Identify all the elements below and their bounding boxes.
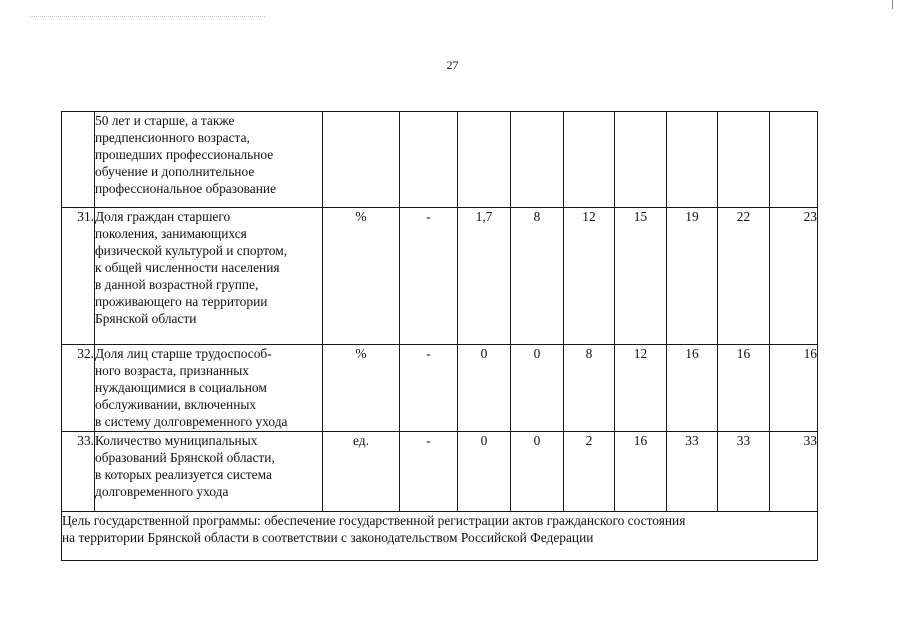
row-number: 33. bbox=[62, 432, 95, 512]
text-line: ного возраста, признанных bbox=[95, 363, 249, 378]
value-cell: 16 bbox=[718, 345, 770, 432]
scan-edge-mark bbox=[892, 0, 893, 9]
text-line: образований Брянской области, bbox=[95, 450, 275, 465]
text-line: физической культурой и спортом, bbox=[95, 243, 288, 258]
value-cell: 0 bbox=[458, 345, 511, 432]
text-line: долговременного ухода bbox=[95, 484, 229, 499]
indicator-text-cell bbox=[95, 112, 323, 208]
table-row-continuation bbox=[62, 112, 818, 208]
indicator-text-cell bbox=[95, 208, 323, 345]
goal-text-line: на территории Брянской области в соответствии с законодательством Российской Федерации bbox=[62, 530, 594, 545]
value-cell: 22 bbox=[718, 208, 770, 345]
value-cell: 16 bbox=[615, 432, 667, 512]
value-cell: 8 bbox=[564, 345, 615, 432]
text-line: проживающего на территории bbox=[95, 294, 268, 309]
value-cell: - bbox=[400, 432, 458, 512]
goal-text-line: Цель государственной программы: обеспечение государственной регистрации актов гражданского состояния bbox=[62, 513, 686, 528]
table-row bbox=[62, 208, 818, 345]
indicator-text-cell bbox=[95, 432, 323, 512]
value-cell bbox=[718, 112, 770, 208]
value-cell: 8 bbox=[511, 208, 564, 345]
text-line: поколения, занимающихся bbox=[95, 226, 247, 241]
table-row bbox=[62, 432, 818, 512]
value-cell: 33 bbox=[718, 432, 770, 512]
text-line: Доля лиц старше трудоспособ- bbox=[95, 346, 272, 361]
value-cell bbox=[667, 112, 718, 208]
table-row bbox=[62, 345, 818, 432]
value-cell bbox=[458, 112, 511, 208]
row-number: 31. bbox=[62, 208, 95, 345]
value-cell: 0 bbox=[511, 432, 564, 512]
unit-cell: ед. bbox=[323, 432, 400, 512]
value-cell bbox=[400, 112, 458, 208]
value-cell bbox=[770, 112, 818, 208]
unit-cell: % bbox=[323, 345, 400, 432]
indicator-text-cell bbox=[95, 345, 323, 432]
value-cell: 16 bbox=[667, 345, 718, 432]
text-line: в которых реализуется система bbox=[95, 467, 272, 482]
value-cell bbox=[511, 112, 564, 208]
value-cell bbox=[615, 112, 667, 208]
text-line: обслуживании, включенных bbox=[95, 397, 257, 412]
text-line: Доля граждан старшего bbox=[95, 209, 231, 224]
text-line: обучение и дополнительное bbox=[95, 164, 255, 179]
text-line: Количество муниципальных bbox=[95, 433, 258, 448]
value-cell: 16 bbox=[770, 345, 818, 432]
value-cell: 15 bbox=[615, 208, 667, 345]
text-line: Брянской области bbox=[95, 311, 197, 326]
num-cell-empty bbox=[62, 112, 95, 208]
value-cell: - bbox=[400, 208, 458, 345]
goal-row bbox=[62, 512, 818, 561]
value-cell: 23 bbox=[770, 208, 818, 345]
value-cell: 19 bbox=[667, 208, 718, 345]
value-cell: 12 bbox=[615, 345, 667, 432]
text-line: в систему долговременного ухода bbox=[95, 414, 288, 429]
value-cell: 12 bbox=[564, 208, 615, 345]
program-goal-cell bbox=[62, 512, 818, 561]
row-number: 32. bbox=[62, 345, 95, 432]
page-number: 27 bbox=[446, 58, 459, 72]
value-cell: 0 bbox=[458, 432, 511, 512]
text-line: к общей численности населения bbox=[95, 260, 280, 275]
text-line: предпенсионного возраста, bbox=[95, 130, 250, 145]
indicators-table bbox=[61, 111, 818, 561]
value-cell: 33 bbox=[667, 432, 718, 512]
text-line: нуждающимися в социальном bbox=[95, 380, 267, 395]
value-cell: 1,7 bbox=[458, 208, 511, 345]
value-cell: - bbox=[400, 345, 458, 432]
text-line: прошедших профессиональное bbox=[95, 147, 274, 162]
text-line: 50 лет и старше, а также bbox=[95, 113, 235, 128]
value-cell: 2 bbox=[564, 432, 615, 512]
value-cell: 0 bbox=[511, 345, 564, 432]
value-cell bbox=[564, 112, 615, 208]
text-line: в данной возрастной группе, bbox=[95, 277, 259, 292]
unit-cell: % bbox=[323, 208, 400, 345]
value-cell: 33 bbox=[770, 432, 818, 512]
unit-cell bbox=[323, 112, 400, 208]
scan-artifact bbox=[30, 16, 265, 20]
text-line: профессиональное образование bbox=[95, 181, 277, 196]
